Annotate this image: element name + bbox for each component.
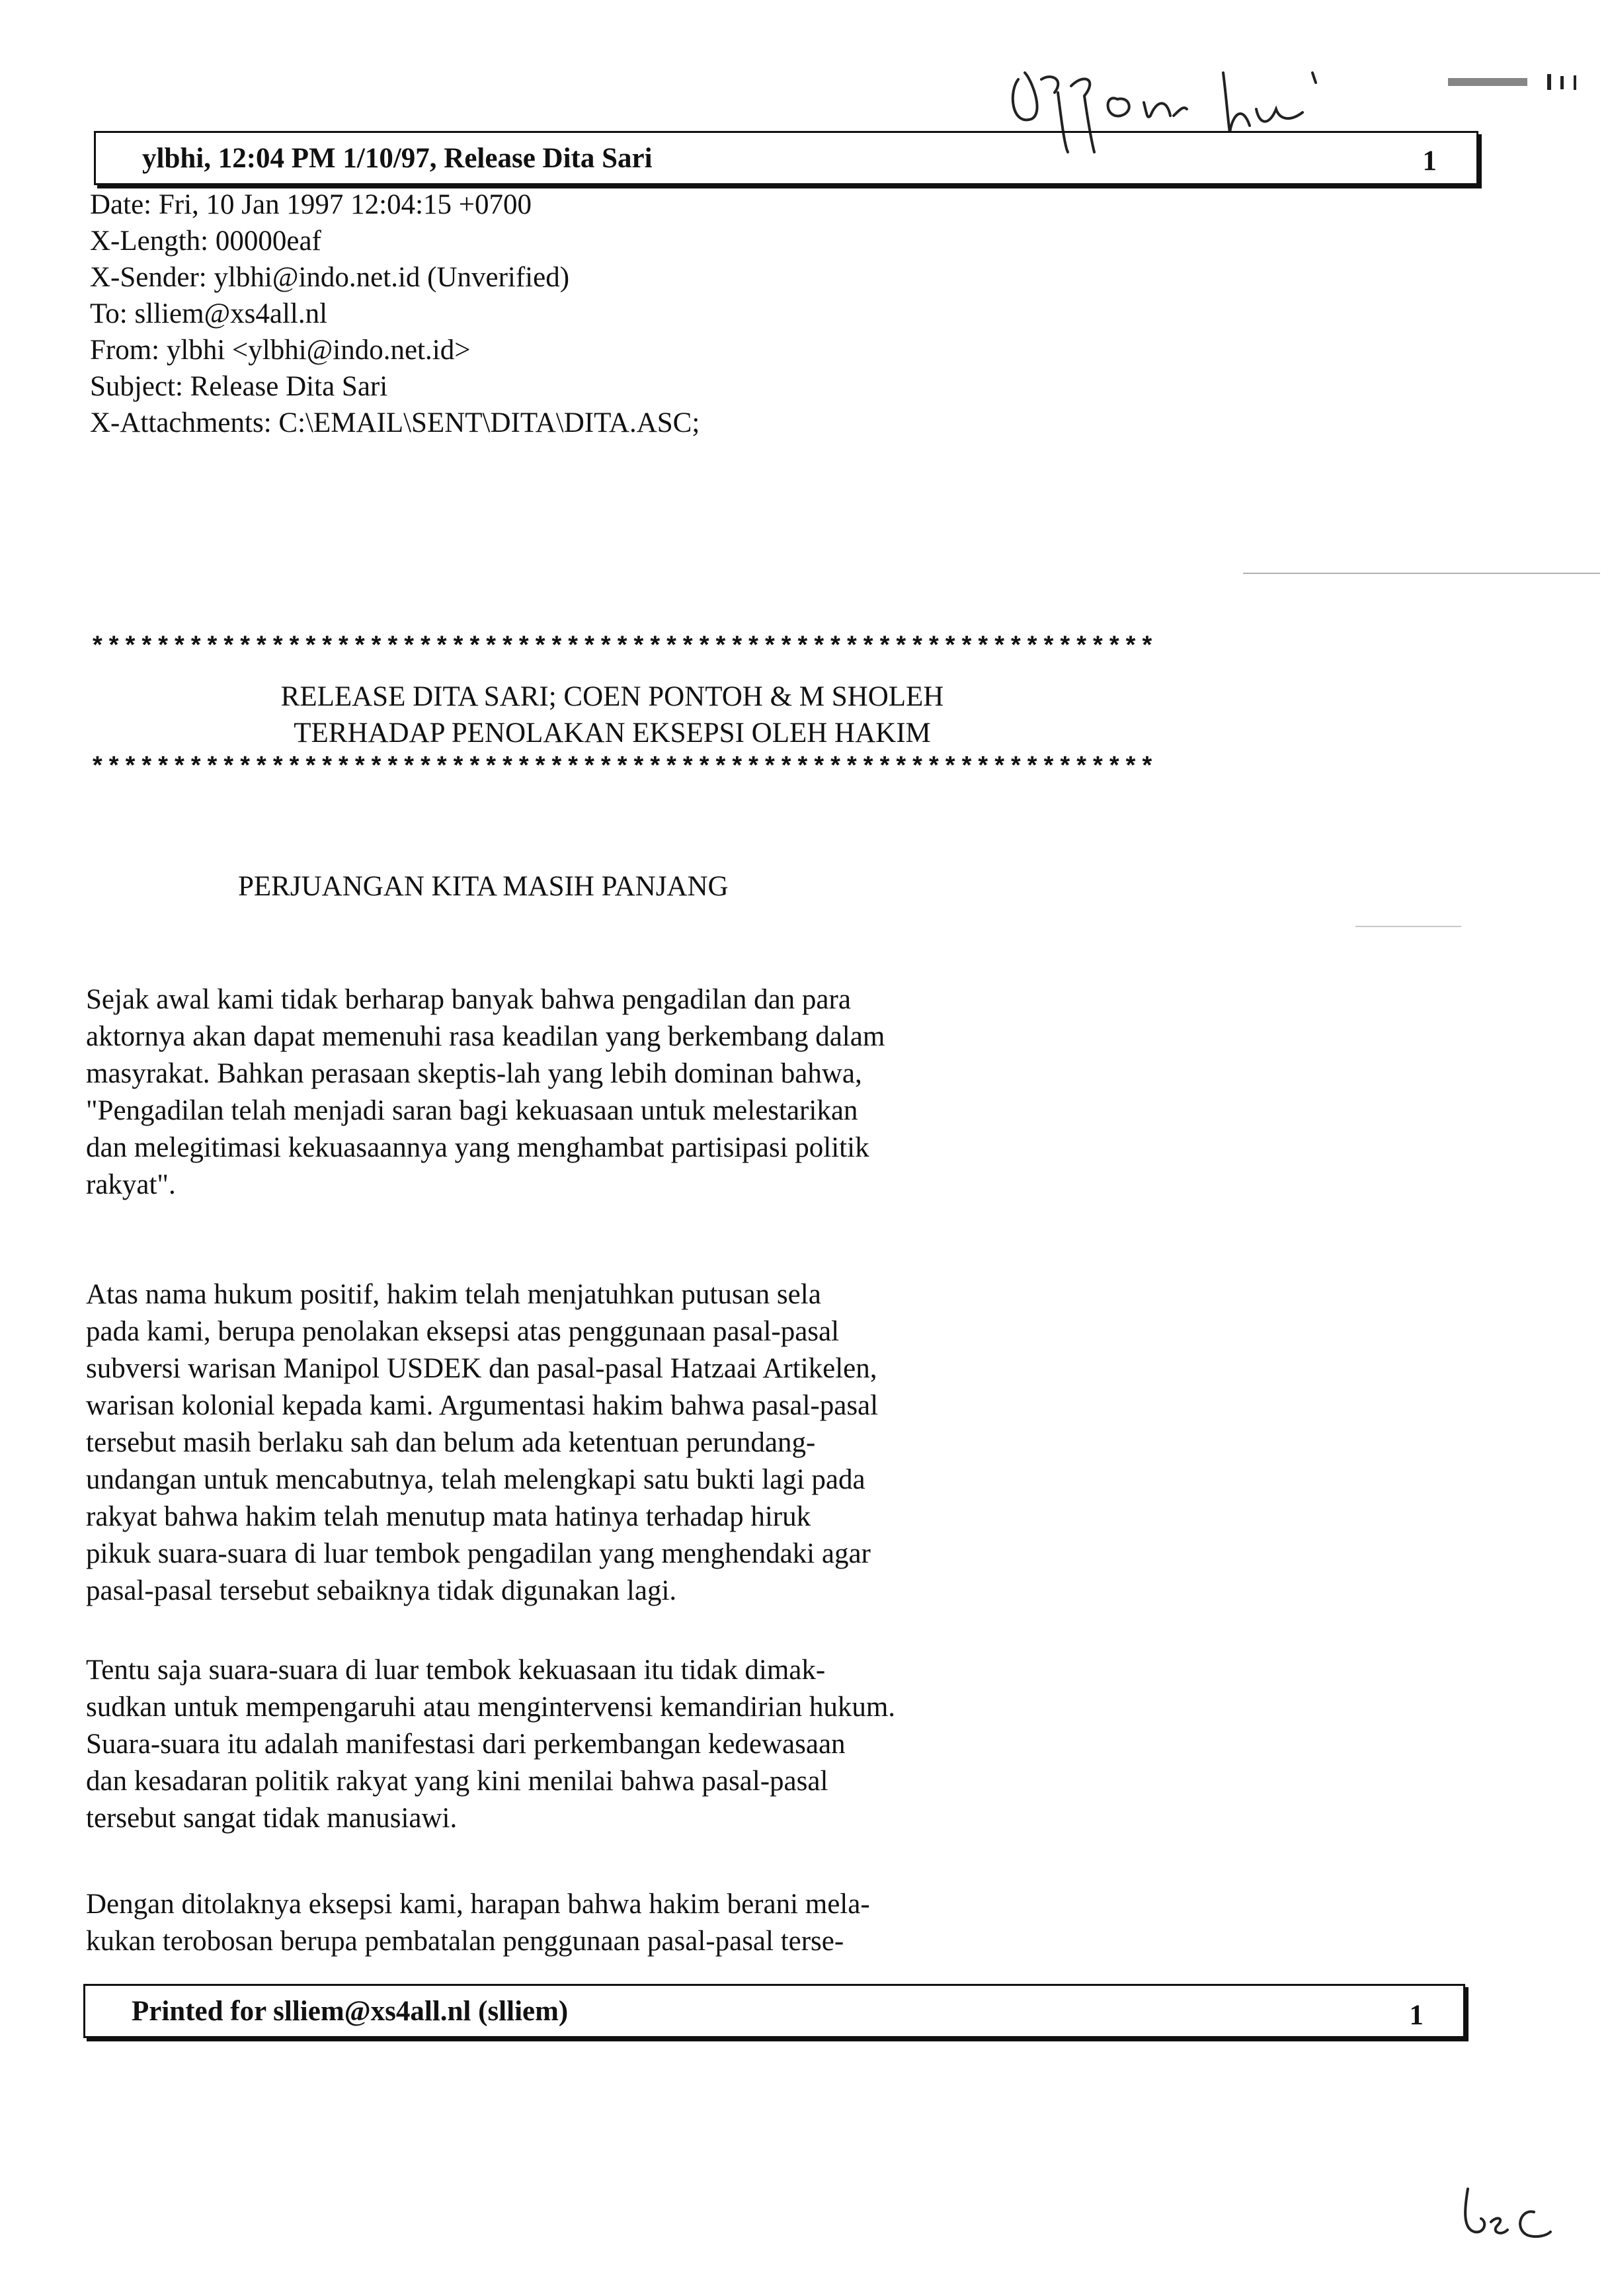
scan-artifact [1355, 926, 1461, 927]
print-header [94, 131, 1478, 185]
email-from: From: ylbhi <ylbhi@indo.net.id> [90, 335, 471, 366]
asterisk-separator-top: ***************************************************************** [90, 634, 1156, 662]
release-title [90, 678, 1135, 751]
email-x-length: X-Length: 00000eaf [90, 226, 321, 257]
text-line: dan melegitimasi kekuasaannya yang menghambat partisipasi politik [86, 1132, 869, 1163]
text-line: pasal-pasal tersebut sebaiknya tidak digunakan lagi. [86, 1575, 677, 1606]
scan-artifact [1574, 75, 1576, 90]
text-line: sudkan untuk mempengaruhi atau mengintervensi kemandirian hukum. [86, 1692, 896, 1723]
scan-artifact [1547, 74, 1551, 90]
header-title: ylbhi, 12:04 PM 1/10/97, Release Dita Sari [142, 143, 653, 174]
paragraph [86, 1652, 1078, 1837]
section-heading: PERJUANGAN KITA MASIH PANJANG [238, 871, 729, 902]
text-line: kukan terobosan berupa pembatalan penggunaan pasal-pasal terse- [86, 1926, 844, 1957]
email-to: To: slliem@xs4all.nl [90, 298, 328, 329]
asterisk-separator-bottom: ***************************************************************** [90, 754, 1156, 782]
text-line: warisan kolonial kepada kami. Argumentasi hakim bahwa pasal-pasal [86, 1390, 879, 1421]
text-line: aktornya akan dapat memenuhi rasa keadilan yang berkembang dalam [86, 1021, 885, 1052]
text-line: tersebut masih berlaku sah dan belum ada ketentuan perundang- [86, 1427, 816, 1458]
footer-printed-for: Printed for slliem@xs4all.nl (slliem) [132, 1996, 569, 2027]
text-line: subversi warisan Manipol USDEK dan pasal-pasal Hatzaai Artikelen, [86, 1353, 877, 1384]
paragraph [86, 981, 1078, 1204]
paragraph [86, 1276, 1078, 1610]
footer-page-number: 1 [1409, 2000, 1424, 2031]
text-line: Sejak awal kami tidak berharap banyak bahwa pengadilan dan para [86, 984, 851, 1015]
text-line: Atas nama hukum positif, hakim telah menjatuhkan putusan sela [86, 1279, 821, 1310]
paragraph [86, 1886, 1078, 1960]
scan-artifact [1448, 78, 1527, 86]
text-line: masyrakat. Bahkan perasaan skeptis-lah yang lebih dominan bahwa, [86, 1058, 862, 1089]
scan-artifact [1243, 573, 1600, 574]
text-line: Tentu saja suara-suara di luar tembok kekuasaan itu tidak dimak- [86, 1655, 826, 1686]
text-line: dan kesadaran politik rakyat yang kini menilai bahwa pasal-pasal [86, 1766, 828, 1797]
text-line: "Pengadilan telah menjadi saran bagi kekuasaan untuk melestarikan [86, 1095, 858, 1126]
email-x-sender: X-Sender: ylbhi@indo.net.id (Unverified) [90, 262, 570, 293]
release-title-line: TERHADAP PENOLAKAN EKSEPSI OLEH HAKIM [294, 718, 931, 749]
text-line: rakyat". [86, 1169, 176, 1200]
text-line: undangan untuk mencabutnya, telah melengkapi satu bukti lagi pada [86, 1464, 865, 1495]
text-line: Dengan ditolaknya eksepsi kami, harapan bahwa hakim berani mela- [86, 1889, 870, 1920]
email-attachments: X-Attachments: C:\EMAIL\SENT\DITA\DITA.ASC; [90, 407, 700, 438]
email-headers [90, 186, 700, 441]
release-title-line: RELEASE DITA SARI; COEN PONTOH & M SHOLEH [280, 681, 944, 712]
header-page-number: 1 [1422, 145, 1437, 177]
text-line: tersebut sangat tidak manusiawi. [86, 1803, 458, 1834]
text-line: Suara-suara itu adalah manifestasi dari perkembangan kedewasaan [86, 1729, 846, 1760]
text-line: pada kami, berupa penolakan eksepsi atas penggunaan pasal-pasal [86, 1316, 840, 1347]
print-footer [83, 1984, 1465, 2038]
email-subject: Subject: Release Dita Sari [90, 371, 388, 402]
handwritten-initials-bottom [1455, 2182, 1554, 2248]
text-line: pikuk suara-suara di luar tembok pengadilan yang menghendaki agar [86, 1538, 871, 1569]
text-line: rakyat bahwa hakim telah menutup mata hatinya terhadap hiruk [86, 1501, 811, 1532]
scan-artifact [1560, 76, 1564, 89]
email-date: Date: Fri, 10 Jan 1997 12:04:15 +0700 [90, 189, 532, 220]
